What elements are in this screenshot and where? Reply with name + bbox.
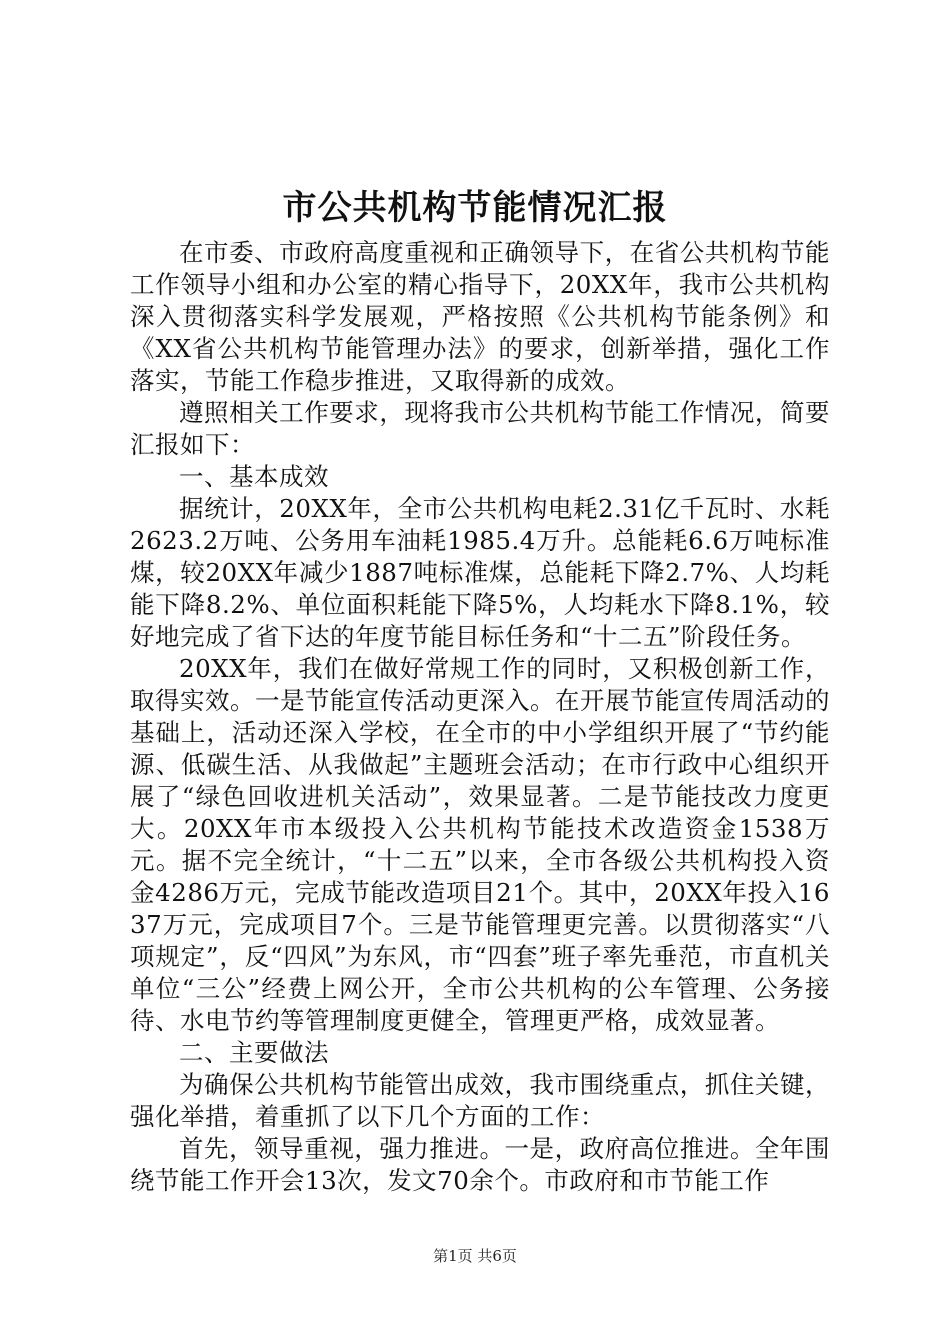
document-title: 市公共机构节能情况汇报 — [282, 188, 668, 228]
page-footer: 第1页 共6页 — [433, 1247, 517, 1265]
paragraph-intro: 在市委、市政府高度重视和正确领导下，在省公共机构节能工作领导小组和办公室的精心指导下，20XX年，我市公共机构深入贯彻落实科学发展观，严格按照《公共机构节能条例》和《XX省公共机构节能管理办法》的要求，创新举措，强化工作落实，节能工作稳步推进，又取得新的成效。 — [130, 238, 830, 395]
paragraph-statistics: 据统计，20XX年，全市公共机构电耗2.31亿千瓦时、水耗2623.2万吨、公务用车油耗1985.4万升。总能耗6.6万吨标准煤，较20XX年减少1887吨标准煤，总能耗下降2.7%、人均耗能下降8.2%、单位面积耗能下降5%，人均耗水下降8.1%，较好地完成了省下达的年度节能目标任务和“十二五”阶段任务。 — [130, 494, 830, 651]
paragraph-practices-intro: 为确保公共机构节能管出成效，我市围绕重点，抓住关键，强化举措，着重抓了以下几个方面的工作： — [130, 1070, 830, 1131]
document-body — [130, 237, 830, 1197]
section-heading-basic-results: 一、基本成效 — [179, 462, 329, 491]
paragraph-leadership: 首先，领导重视，强力推进。一是，政府高位推进。全年围绕节能工作开会13次，发文70余个。市政府和市节能工作 — [130, 1134, 830, 1195]
section-heading-main-practices: 二、主要做法 — [179, 1038, 329, 1067]
paragraph-innovation: 20XX年，我们在做好常规工作的同时，又积极创新工作，取得实效。一是节能宣传活动更深入。在开展节能宣传周活动的基础上，活动还深入学校，在全市的中小学组织开展了“节约能源、低碳生活、从我做起”主题班会活动；在市行政中心组织开展了“绿色回收进机关活动”，效果显著。二是节能技改力度更大。20XX年市本级投入公共机构节能技术改造资金1538万元。据不完全统计，“十二五”以来，全市各级公共机构投入资金4286万元，完成节能改造项目21个。其中，20XX年投入1637万元，完成项目7个。三是节能管理更完善。以贯彻落实“八项规定”，反“四风”为东风，市“四套”班子率先垂范，市直机关单位“三公”经费上网公开，全市公共机构的公车管理、公务接待、水电节约等管理制度更健全，管理更严格，成效显著。 — [130, 654, 830, 1035]
paragraph-report-note: 遵照相关工作要求，现将我市公共机构节能工作情况，简要汇报如下： — [130, 398, 830, 459]
